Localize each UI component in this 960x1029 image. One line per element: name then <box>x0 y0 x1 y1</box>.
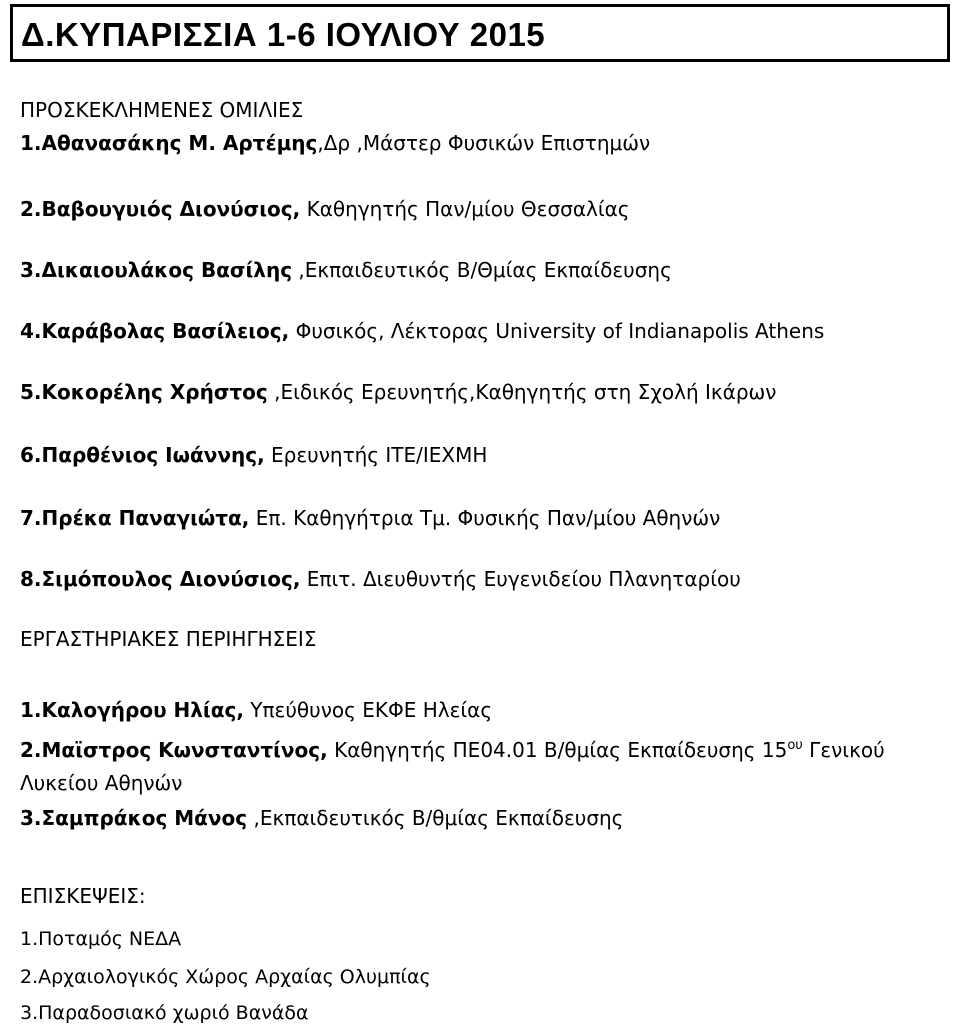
visit-item: 3.Παραδοσιακό χωριό Βανάδα <box>20 1002 309 1024</box>
lab-description: Υπεύθυνος ΕΚΦΕ Ηλείας <box>243 698 493 722</box>
speaker-description: ,Ειδικός Ερευνητής,Καθηγητής στη Σχολή Ικάρων <box>267 380 777 404</box>
speaker-item <box>20 196 630 222</box>
speaker-name: Σιμόπουλος Διονύσιος, <box>41 567 301 591</box>
lab-description: ,Εκπαιδευτικός Β/θμίας Εκπαίδευσης <box>247 806 624 830</box>
speaker-name: Αθανασάκης Μ. Αρτέμης <box>41 131 318 155</box>
speaker-item <box>20 379 776 405</box>
lab-tours-heading: ΕΡΓΑΣΤΗΡΙΑΚΕΣ ΠΕΡΙΗΓΗΣΕΙΣ <box>20 627 317 651</box>
speaker-name: Παρθένιος Ιωάννης, <box>41 443 265 467</box>
speaker-item <box>20 257 672 283</box>
invited-talks-heading: ΠΡΟΣΚΕΚΛΗΜΕΝΕΣ ΟΜΙΛΙΕΣ <box>20 98 304 122</box>
speaker-item <box>20 442 487 468</box>
speaker-name: Καράβολας Βασίλειος, <box>41 319 290 343</box>
lab-item <box>20 697 492 723</box>
speaker-description: Καθηγητής Παν/μίου Θεσσαλίας <box>300 197 630 221</box>
ordinal-superscript: ου <box>787 738 803 753</box>
speaker-item <box>20 130 650 156</box>
speaker-item <box>20 505 720 531</box>
visits-heading: ΕΠΙΣΚΕΨΕΙΣ: <box>20 884 146 908</box>
lab-number: 1. <box>20 698 42 722</box>
speaker-description: Επ. Καθηγήτρια Τμ. Φυσικής Παν/μίου Αθηνών <box>249 506 721 530</box>
lab-name: Καλογήρου Ηλίας, <box>41 698 244 722</box>
lab-description: Καθηγητής ΠΕ04.01 Β/θμίας Εκπαίδευσης 15 <box>327 738 788 762</box>
speaker-number: 4. <box>20 319 42 343</box>
speaker-description: Ερευνητής ΙΤΕ/ΙΕΧΜΗ <box>264 443 488 467</box>
speaker-name: Κοκορέλης Χρήστος <box>41 380 268 404</box>
speaker-description: ,Δρ ,Μάστερ Φυσικών Επιστημών <box>317 131 651 155</box>
speaker-name: Δικαιουλάκος Βασίλης <box>41 258 293 282</box>
speaker-number: 6. <box>20 443 42 467</box>
lab-item <box>20 805 623 831</box>
page-title: Δ.ΚΥΠΑΡΙΣΣΙΑ 1-6 ΙΟΥΛΙΟΥ 2015 <box>21 16 546 53</box>
speaker-number: 1. <box>20 131 42 155</box>
speaker-name: Βαβουγυιός Διονύσιος, <box>41 197 301 221</box>
title-box <box>10 4 950 62</box>
speaker-description: Φυσικός, Λέκτορας University of Indianapolis Athens <box>289 319 825 343</box>
speaker-description: ,Εκπαιδευτικός Β/Θμίας Εκπαίδευσης <box>292 258 672 282</box>
lab-number: 2. <box>20 738 42 762</box>
speaker-item <box>20 566 741 592</box>
lab-name: Μαϊστρος Κωνσταντίνος, <box>41 738 328 762</box>
speaker-number: 8. <box>20 567 42 591</box>
lab-description-continued: Γενικού Λυκείου Αθηνών <box>20 738 885 795</box>
speaker-item <box>20 318 824 344</box>
speaker-description: Επιτ. Διευθυντής Ευγενιδείου Πλανηταρίου <box>300 567 741 591</box>
visit-item: 2.Αρχαιολογικός Χώρος Αρχαίας Ολυμπίας <box>20 966 431 988</box>
speaker-number: 5. <box>20 380 42 404</box>
visit-item: 1.Ποταμός ΝΕΔΑ <box>20 928 182 950</box>
lab-name: Σαμπράκος Μάνος <box>41 806 248 830</box>
speaker-number: 2. <box>20 197 42 221</box>
speaker-number: 7. <box>20 506 42 530</box>
speaker-name: Πρέκα Παναγιώτα, <box>41 506 250 530</box>
lab-number: 3. <box>20 806 42 830</box>
speaker-number: 3. <box>20 258 42 282</box>
lab-item <box>20 734 945 800</box>
